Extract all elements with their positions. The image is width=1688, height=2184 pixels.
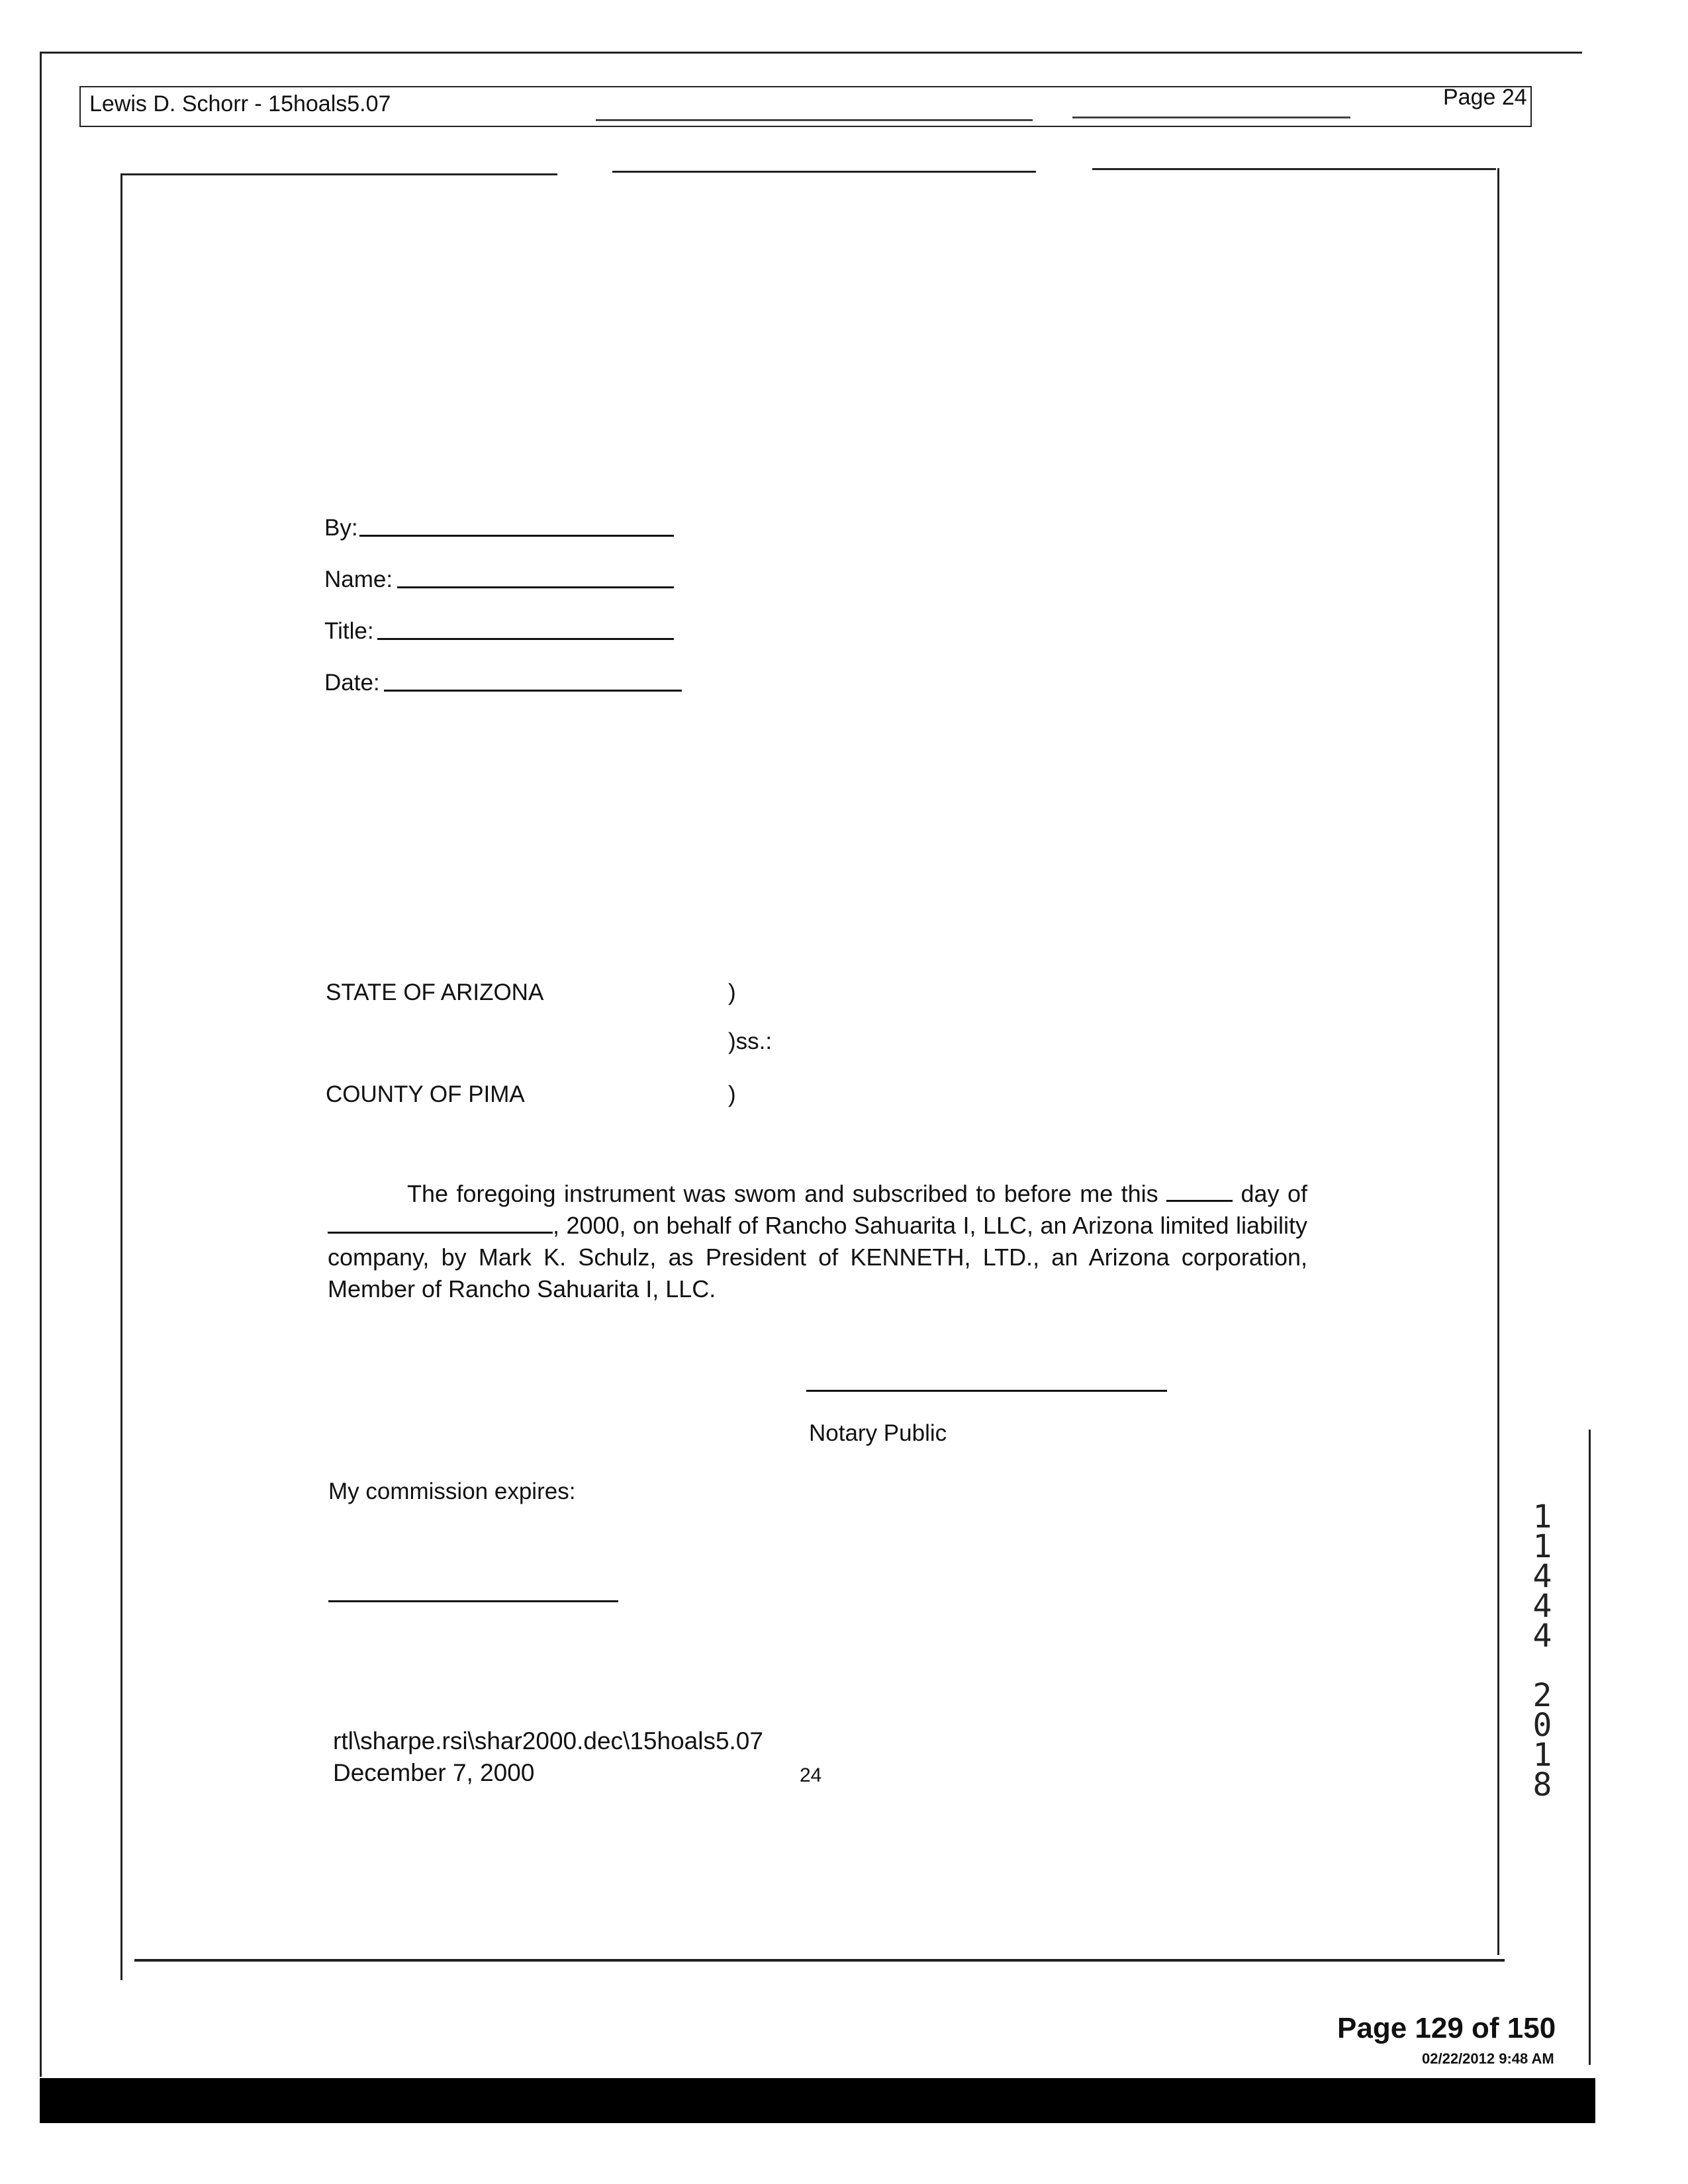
printed-timestamp: 02/22/2012 9:48 AM xyxy=(1422,2050,1554,2067)
commission-expires-label: My commission expires: xyxy=(328,1479,576,1504)
date-label: Date: xyxy=(324,670,380,696)
stamp-digit: 0 xyxy=(1532,1707,1552,1744)
notary-signature-line xyxy=(806,1390,1167,1392)
stamp-digit: 2 xyxy=(1532,1677,1552,1714)
state-label: STATE OF ARIZONA xyxy=(326,979,544,1005)
page-border-top xyxy=(120,173,557,175)
venue-paren-top: ) xyxy=(728,979,736,1005)
acknowledgment-part-2: day of xyxy=(1241,1180,1307,1207)
date-line xyxy=(384,690,682,692)
document-date: December 7, 2000 xyxy=(333,1759,535,1786)
acknowledgment-paragraph xyxy=(328,1178,1307,1305)
page-border-right xyxy=(1497,168,1499,1955)
page-border-left xyxy=(120,173,122,1980)
notary-public-label: Notary Public xyxy=(809,1420,947,1446)
stamp-digit: 4 xyxy=(1532,1617,1552,1655)
acknowledgment-part-1: The foregoing instrument was swom and subscribed to before me this xyxy=(407,1180,1158,1207)
stamp-digit: 1 xyxy=(1532,1737,1552,1774)
page-border-bottom xyxy=(134,1959,1505,1962)
name-label: Name: xyxy=(324,567,393,592)
scan-frame-right xyxy=(1589,1430,1591,2065)
stamp-digit: 1 xyxy=(1532,1498,1552,1535)
stamp-digit: 1 xyxy=(1532,1528,1552,1565)
acknowledgment-part-3: , 2000, on behalf of Rancho Sahuarita I, LLC, an Arizona limited liability company, by Mark K. Schulz, as President of KENNETH, LTD., an Arizona corporation, Member of Rancho Sahuarita I, LLC. xyxy=(328,1212,1307,1302)
document-label: Lewis D. Schorr - 15hoals5.07 xyxy=(89,91,391,116)
recording-stamp xyxy=(1526,1498,1559,1803)
document-page-number: 24 xyxy=(800,1764,822,1786)
commission-expiry-line xyxy=(328,1600,618,1602)
stamp-digit: 4 xyxy=(1532,1588,1552,1625)
page-of-total: Page 129 of 150 xyxy=(1337,2012,1556,2044)
page-border-top xyxy=(1092,168,1496,170)
by-label: By: xyxy=(324,515,358,541)
scan-frame-left xyxy=(40,52,42,2077)
header-rule xyxy=(596,119,1033,121)
name-line xyxy=(397,586,674,588)
venue-ss: )ss.: xyxy=(728,1028,773,1054)
scan-frame-top xyxy=(40,52,1582,54)
title-label: Title: xyxy=(324,618,374,644)
page-label: Page 24 xyxy=(1443,85,1527,110)
county-label: COUNTY OF PIMA xyxy=(326,1081,525,1107)
day-blank xyxy=(1166,1181,1233,1202)
venue-paren-bottom: ) xyxy=(728,1081,736,1107)
header-rule xyxy=(1072,116,1350,118)
stamp-digit: 8 xyxy=(1532,1766,1552,1803)
file-path: rtl\sharpe.rsi\shar2000.dec\15hoals5.07 xyxy=(333,1727,763,1754)
month-blank xyxy=(328,1213,553,1234)
by-signature-line xyxy=(359,535,674,537)
stamp-digit: 4 xyxy=(1532,1558,1552,1595)
page-border-top xyxy=(612,171,1036,173)
title-line xyxy=(377,638,674,640)
scan-bottom-bar xyxy=(40,2078,1595,2123)
